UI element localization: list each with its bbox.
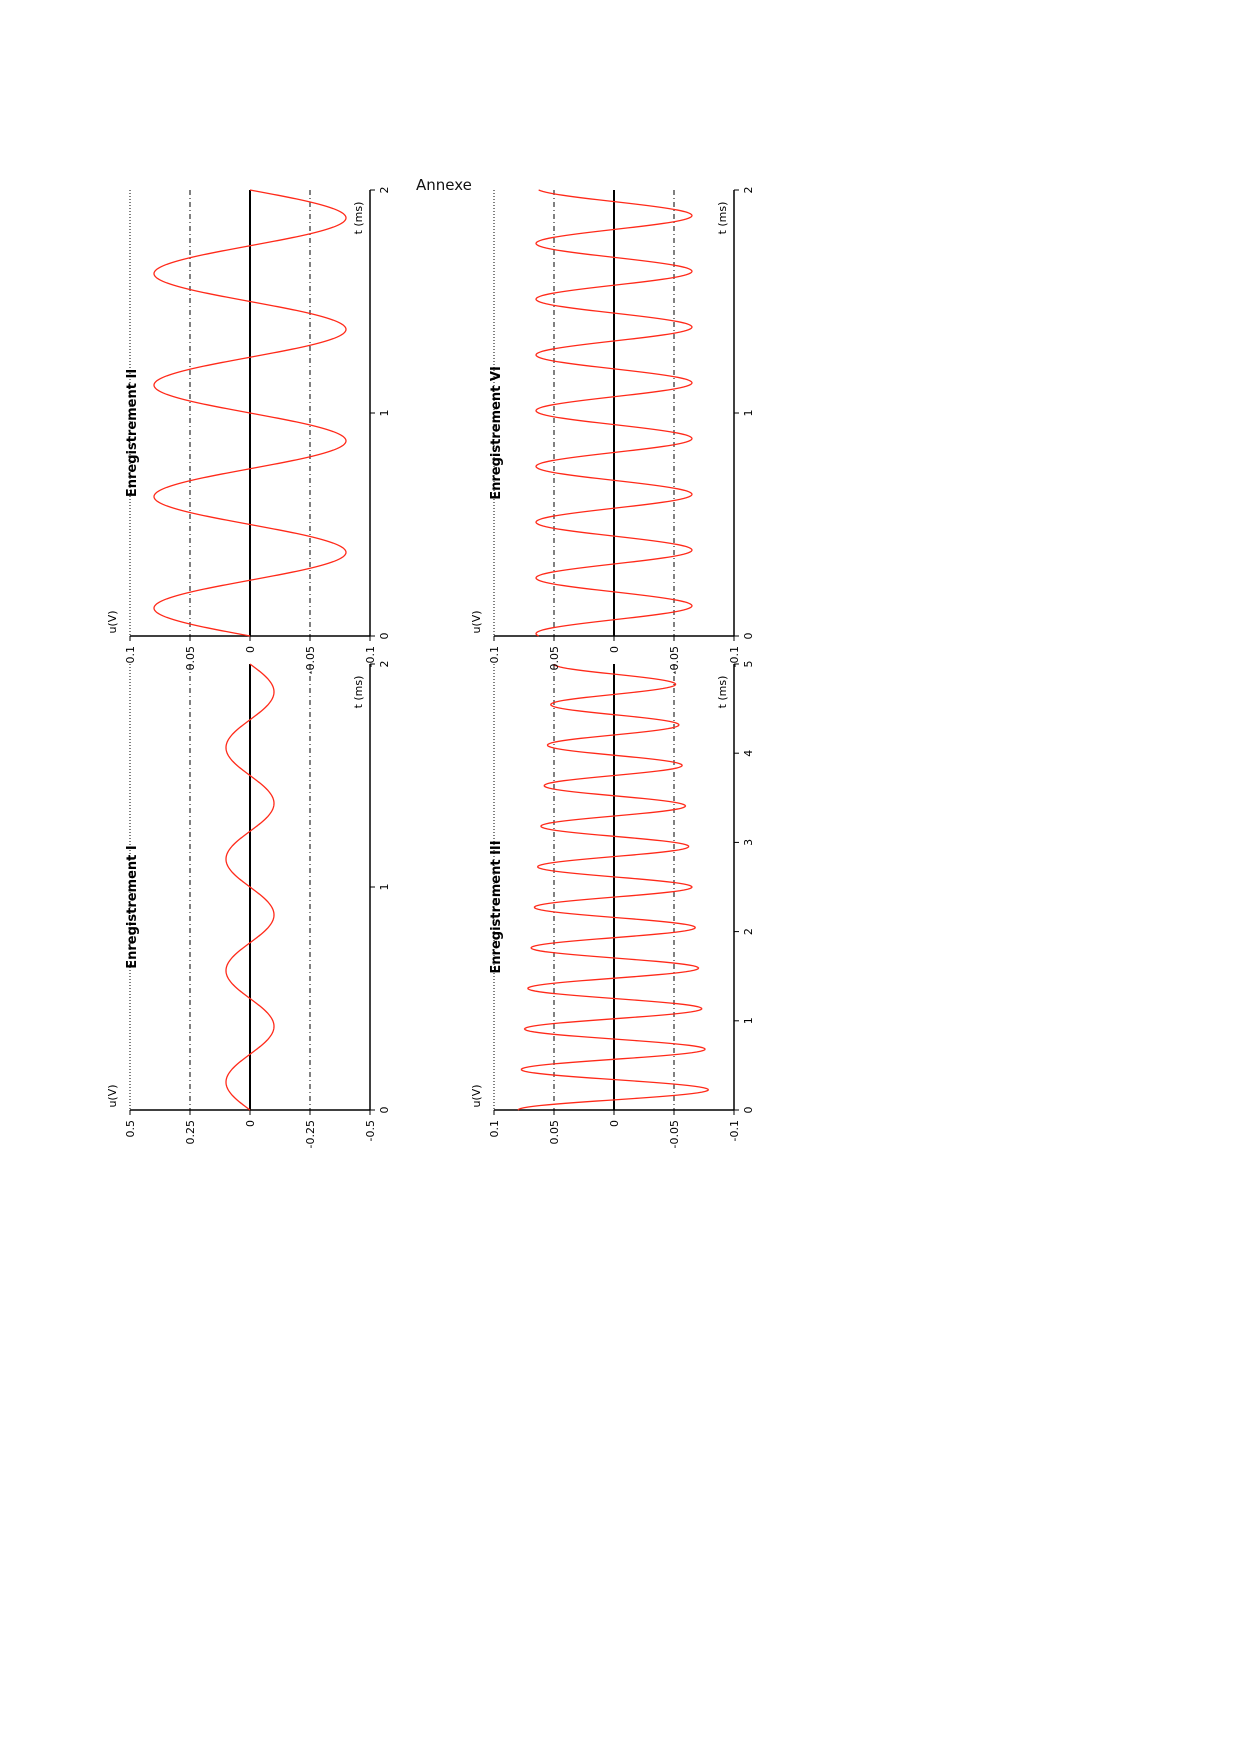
y-tick-label: -0.05: [304, 646, 317, 675]
x-tick-label: 0: [742, 632, 755, 640]
x-axis-label: t (ms): [352, 201, 365, 235]
x-tick-label: 0: [378, 632, 391, 640]
y-tick-label: 0.05: [548, 646, 561, 671]
chart-enregistrement-vi: [444, 176, 824, 675]
chart-title: Enregistrement VI: [489, 366, 504, 500]
y-tick-label: 0.1: [488, 1120, 501, 1138]
y-tick-label: 0.1: [488, 646, 501, 664]
y-tick-label: -0.1: [728, 646, 741, 668]
chart-title: Enregistrement III: [489, 840, 504, 974]
x-tick-label: 1: [742, 409, 755, 417]
x-tick-label: 1: [378, 409, 391, 417]
y-tick-label: 0.05: [548, 1120, 561, 1145]
x-tick-label: 0: [378, 1106, 391, 1114]
y-tick-label: 0: [608, 1120, 621, 1127]
x-tick-label: 2: [378, 186, 391, 194]
y-tick-label: -0.05: [668, 1120, 681, 1149]
x-tick-label: 5: [742, 660, 755, 668]
y-tick-label: -0.05: [668, 646, 681, 675]
y-axis-label: u(V): [470, 610, 483, 634]
y-tick-label: 0: [244, 1120, 257, 1127]
y-tick-label: 0.1: [124, 646, 137, 664]
page-title: Annexe: [416, 176, 472, 194]
x-axis-label: t (ms): [716, 675, 729, 709]
x-tick-label: 2: [742, 928, 755, 936]
chart-enregistrement-iii: [444, 650, 824, 1149]
chart-title: Enregistrement II: [125, 368, 140, 498]
x-tick-label: 3: [742, 838, 755, 846]
x-tick-label: 2: [742, 186, 755, 194]
x-axis-label: t (ms): [716, 201, 729, 235]
chart-enregistrement-ii: [80, 176, 460, 675]
chart-title: Enregistrement I: [125, 845, 140, 969]
y-tick-label: -0.25: [304, 1120, 317, 1149]
y-tick-label: 0: [608, 646, 621, 653]
y-tick-label: -0.1: [728, 1120, 741, 1142]
x-tick-label: 4: [742, 749, 755, 757]
x-tick-label: 0: [742, 1106, 755, 1114]
y-tick-label: 0: [244, 646, 257, 653]
y-tick-label: -0.5: [364, 1120, 377, 1142]
chart-enregistrement-i: [80, 650, 460, 1149]
y-axis-label: u(V): [106, 610, 119, 634]
x-tick-label: 1: [742, 1017, 755, 1025]
y-tick-label: 0.25: [184, 1120, 197, 1145]
y-tick-label: 0.05: [184, 646, 197, 671]
y-tick-label: 0.5: [124, 1120, 137, 1138]
y-tick-label: -0.1: [364, 646, 377, 668]
x-axis-label: t (ms): [352, 675, 365, 709]
y-axis-label: u(V): [106, 1084, 119, 1108]
y-axis-label: u(V): [470, 1084, 483, 1108]
x-tick-label: 1: [378, 883, 391, 891]
x-tick-label: 2: [378, 660, 391, 668]
